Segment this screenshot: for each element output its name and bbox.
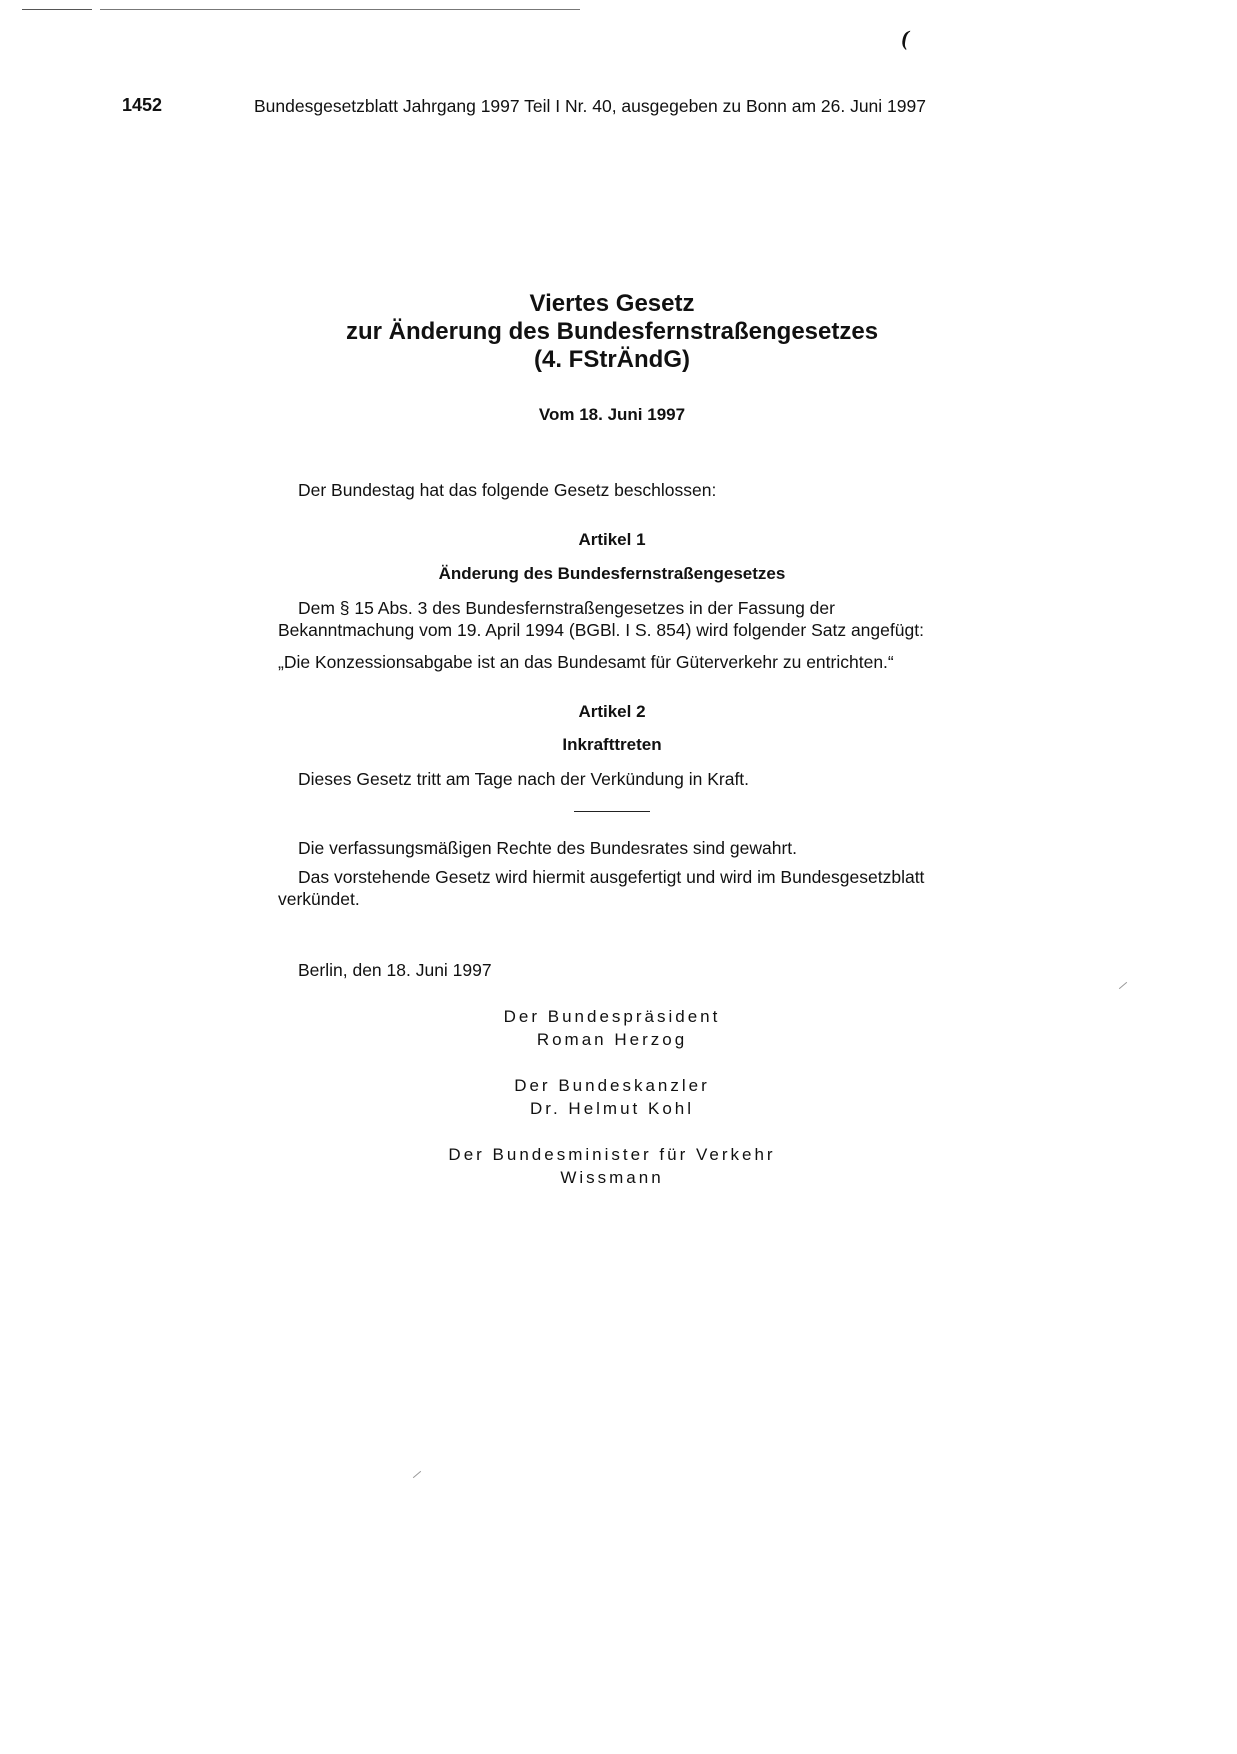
section-divider xyxy=(574,811,650,812)
article-1-heading: Änderung des Bundesfernstraßengesetzes xyxy=(438,564,786,583)
signature-block-minister xyxy=(278,1143,946,1189)
page-number: 1452 xyxy=(122,95,163,115)
signature-name: Roman Herzog xyxy=(536,1030,688,1049)
scan-edge-line xyxy=(100,9,580,10)
preamble: Der Bundestag hat das folgende Gesetz beschlossen: xyxy=(298,480,717,500)
article-1-quote: „Die Konzessionsabgabe ist an das Bundesamt für Güterverkehr zu entrichten.“ xyxy=(278,652,894,672)
signature-role: Der Bundesminister für Verkehr xyxy=(448,1145,776,1164)
signature-block-chancellor xyxy=(278,1074,946,1120)
scan-artifact: ( xyxy=(899,24,912,51)
signature-role: Der Bundeskanzler xyxy=(514,1076,710,1095)
law-title-line-3: (4. FStrÄndG) xyxy=(534,346,690,373)
page-header xyxy=(122,95,1002,119)
signature-block-president xyxy=(278,1005,946,1051)
promulgation-statement: Das vorstehende Gesetz wird hiermit ausgefertigt und wird im Bundesgesetzblatt verkündet. xyxy=(278,867,925,909)
article-2-number: Artikel 2 xyxy=(578,702,646,721)
article-2-heading: Inkrafttreten xyxy=(562,735,662,754)
scan-edge-line xyxy=(22,9,92,10)
signature-name: Wissmann xyxy=(560,1168,664,1187)
article-1-paragraph: Dem § 15 Abs. 3 des Bundesfernstraßengesetzes in der Fassung der Bekanntmachung vom 19. April 1994 (BGBl. I S. 854) wird folgender Satz angefügt: xyxy=(278,598,924,640)
law-title-line-2: zur Änderung des Bundesfernstraßengesetzes xyxy=(345,318,879,345)
article-1-number: Artikel 1 xyxy=(578,530,646,549)
scan-speck xyxy=(1119,982,1127,989)
law-title xyxy=(278,290,946,374)
signature-name: Dr. Helmut Kohl xyxy=(529,1099,695,1118)
law-title-line-1: Viertes Gesetz xyxy=(529,290,695,317)
rights-statement: Die verfassungsmäßigen Rechte des Bundesrates sind gewahrt. xyxy=(298,838,798,858)
signature-role: Der Bundespräsident xyxy=(503,1007,721,1026)
place-date: Berlin, den 18. Juni 1997 xyxy=(298,960,492,980)
article-2-paragraph: Dieses Gesetz tritt am Tage nach der Verkündung in Kraft. xyxy=(298,769,750,789)
scan-speck xyxy=(413,1471,421,1478)
law-date: Vom 18. Juni 1997 xyxy=(538,405,686,424)
running-head: Bundesgesetzblatt Jahrgang 1997 Teil I Nr. 40, ausgegeben zu Bonn am 26. Juni 1997 xyxy=(254,96,926,116)
